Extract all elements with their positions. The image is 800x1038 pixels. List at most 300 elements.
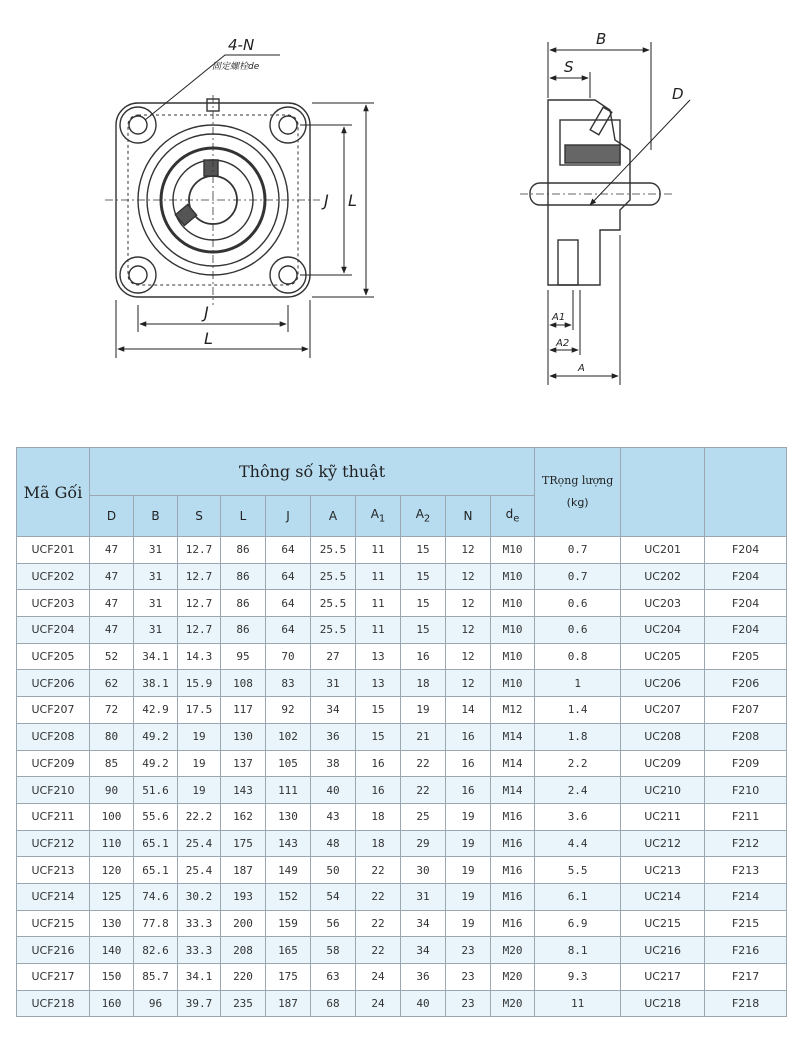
cell-b: 49.2 [134,723,178,750]
cell-b: 74.6 [134,883,178,910]
cell-insert: UC211 [621,803,705,830]
column-header-a: A [311,496,356,537]
front-view [105,95,320,305]
set-screw-top [204,160,218,176]
cell-l: 130 [221,723,266,750]
cell-weight: 4.4 [535,830,621,857]
drawing-svg [0,0,800,420]
table-row [17,857,787,884]
cell-d: 120 [90,857,134,884]
spec-table [16,447,787,1017]
cell-s: 25.4 [178,857,221,884]
cell-insert: UC215 [621,910,705,937]
cell-a1: 24 [356,990,401,1017]
cell-a2: 29 [401,830,446,857]
cell-model: UCF214 [17,883,90,910]
cell-l: 143 [221,777,266,804]
cell-housing: F212 [705,830,787,857]
cell-s: 33.3 [178,937,221,964]
dim-j-vertical: J [324,191,329,210]
cell-de: M16 [491,857,535,884]
cell-insert: UC216 [621,937,705,964]
cell-housing: F210 [705,777,787,804]
cell-b: 82.6 [134,937,178,964]
column-header-de: $d_e$ [491,496,535,537]
cell-insert: UC212 [621,830,705,857]
cell-a: 48 [311,830,356,857]
cell-de: M10 [491,643,535,670]
cell-a1: 13 [356,670,401,697]
cell-n: 19 [446,803,491,830]
cell-de: M10 [491,590,535,617]
cell-s: 22.2 [178,803,221,830]
cell-housing: F204 [705,537,787,564]
cell-housing: F204 [705,590,787,617]
cell-s: 34.1 [178,964,221,991]
cell-j: 64 [266,563,311,590]
cell-j: 64 [266,590,311,617]
cell-d: 130 [90,910,134,937]
bolt-hole-top-right [279,116,297,134]
cell-n: 23 [446,990,491,1017]
cell-weight: 1.8 [535,723,621,750]
table-row [17,777,787,804]
cell-a2: 34 [401,910,446,937]
cell-housing: F214 [705,883,787,910]
cell-a1: 22 [356,883,401,910]
cell-weight: 2.4 [535,777,621,804]
table-row [17,590,787,617]
table-row [17,803,787,830]
cell-weight: 9.3 [535,964,621,991]
bolt-boss-top-left [120,107,156,143]
cell-j: 175 [266,964,311,991]
cell-s: 12.7 [178,537,221,564]
cell-a1: 22 [356,910,401,937]
bolt-hole-top-left [129,116,147,134]
table-row [17,617,787,644]
cell-housing: F218 [705,990,787,1017]
cell-l: 193 [221,883,266,910]
cell-a: 25.5 [311,563,356,590]
cell-insert: UC207 [621,697,705,724]
cell-b: 38.1 [134,670,178,697]
spec-header: Thông số kỹ thuật [90,448,535,496]
cell-j: 105 [266,750,311,777]
cell-a1: 11 [356,537,401,564]
cell-d: 62 [90,670,134,697]
cell-housing: F215 [705,910,787,937]
cell-l: 220 [221,964,266,991]
cell-d: 47 [90,617,134,644]
cell-s: 33.3 [178,910,221,937]
cell-insert: UC214 [621,883,705,910]
technical-drawing [0,0,800,420]
cell-d: 100 [90,803,134,830]
cell-s: 30.2 [178,883,221,910]
cell-n: 23 [446,937,491,964]
cell-weight: 0.6 [535,590,621,617]
weight-header-label: TRọng lượng [542,474,614,487]
cell-weight: 8.1 [535,937,621,964]
cell-insert: UC201 [621,537,705,564]
cell-a1: 13 [356,643,401,670]
cell-a2: 40 [401,990,446,1017]
cell-d: 125 [90,883,134,910]
cell-model: UCF212 [17,830,90,857]
cell-b: 65.1 [134,830,178,857]
cell-de: M10 [491,670,535,697]
cell-b: 49.2 [134,750,178,777]
cell-n: 14 [446,697,491,724]
cell-weight: 2.2 [535,750,621,777]
column-header-b: B [134,496,178,537]
cell-b: 96 [134,990,178,1017]
cell-j: 143 [266,830,311,857]
cell-model: UCF201 [17,537,90,564]
cell-housing: F208 [705,723,787,750]
cell-model: UCF206 [17,670,90,697]
cell-a: 40 [311,777,356,804]
cell-d: 72 [90,697,134,724]
table-row [17,830,787,857]
cell-j: 130 [266,803,311,830]
cell-a2: 34 [401,937,446,964]
cell-a: 58 [311,937,356,964]
cell-insert: UC217 [621,964,705,991]
cell-housing: F205 [705,643,787,670]
cell-a2: 18 [401,670,446,697]
cell-n: 19 [446,857,491,884]
cell-l: 117 [221,697,266,724]
cell-j: 64 [266,537,311,564]
cell-s: 12.7 [178,617,221,644]
side-view [520,100,672,285]
cell-a: 56 [311,910,356,937]
cell-a1: 16 [356,750,401,777]
cell-d: 47 [90,537,134,564]
cell-de: M16 [491,910,535,937]
cell-a: 36 [311,723,356,750]
table-row [17,563,787,590]
cell-a2: 31 [401,883,446,910]
side-view-dimensions [548,42,690,385]
cell-l: 86 [221,537,266,564]
cell-weight: 0.7 [535,537,621,564]
cell-housing: F204 [705,617,787,644]
cell-a2: 15 [401,537,446,564]
cell-j: 70 [266,643,311,670]
cell-b: 65.1 [134,857,178,884]
cell-a2: 22 [401,750,446,777]
weight-header [535,448,621,537]
cell-insert: UC205 [621,643,705,670]
cell-weight: 1.4 [535,697,621,724]
cell-insert: UC208 [621,723,705,750]
table-row [17,883,787,910]
cell-j: 92 [266,697,311,724]
cell-de: M16 [491,803,535,830]
cell-a: 25.5 [311,590,356,617]
cell-n: 12 [446,563,491,590]
table-row [17,723,787,750]
cell-a2: 21 [401,723,446,750]
table-row [17,697,787,724]
cell-model: UCF215 [17,910,90,937]
cell-insert: UC218 [621,990,705,1017]
cell-model: UCF204 [17,617,90,644]
cell-a: 54 [311,883,356,910]
cell-j: 83 [266,670,311,697]
cell-model: UCF207 [17,697,90,724]
dim-a1: A1 [552,312,566,323]
cell-insert: UC202 [621,563,705,590]
cell-de: M10 [491,563,535,590]
cell-de: M10 [491,617,535,644]
cell-model: UCF217 [17,964,90,991]
model-header: Mã Gối [17,448,90,537]
cell-d: 52 [90,643,134,670]
cell-weight: 0.7 [535,563,621,590]
cell-weight: 1 [535,670,621,697]
cell-d: 80 [90,723,134,750]
cell-de: M10 [491,537,535,564]
cell-a: 68 [311,990,356,1017]
cell-de: M20 [491,990,535,1017]
cell-a: 31 [311,670,356,697]
dim-a: A [578,363,585,374]
bolt-boss-bottom-left [120,257,156,293]
cell-l: 235 [221,990,266,1017]
cell-de: M14 [491,723,535,750]
cell-a2: 15 [401,617,446,644]
dim-d: D [672,85,684,103]
cell-a2: 30 [401,857,446,884]
cell-insert: UC213 [621,857,705,884]
cell-l: 200 [221,910,266,937]
cell-s: 14.3 [178,643,221,670]
cell-a: 38 [311,750,356,777]
cell-s: 17.5 [178,697,221,724]
cell-n: 19 [446,883,491,910]
cell-s: 19 [178,750,221,777]
column-header-j: J [266,496,311,537]
cell-l: 137 [221,750,266,777]
cell-a1: 15 [356,697,401,724]
cell-b: 51.6 [134,777,178,804]
cell-housing: F206 [705,670,787,697]
cell-weight: 0.8 [535,643,621,670]
cell-a2: 25 [401,803,446,830]
side-grease-nipple [590,107,612,135]
cell-n: 19 [446,830,491,857]
dim-a2: A2 [556,338,570,349]
cell-s: 15.9 [178,670,221,697]
table-row [17,750,787,777]
insert-header [621,448,705,537]
table-row [17,670,787,697]
cell-a: 50 [311,857,356,884]
weight-unit: (kg) [566,496,589,509]
cell-de: M20 [491,937,535,964]
cell-a1: 11 [356,617,401,644]
cell-l: 86 [221,590,266,617]
cell-housing: F209 [705,750,787,777]
spec-table-wrapper [16,447,786,1017]
cell-weight: 6.9 [535,910,621,937]
cell-d: 140 [90,937,134,964]
cell-n: 12 [446,590,491,617]
cell-d: 47 [90,590,134,617]
cell-a: 43 [311,803,356,830]
cell-a1: 16 [356,777,401,804]
cell-a2: 19 [401,697,446,724]
cell-n: 12 [446,537,491,564]
cell-de: M16 [491,883,535,910]
flange-foot [558,240,578,285]
cell-model: UCF202 [17,563,90,590]
bolt-hole-bottom-left [129,266,147,284]
cell-b: 34.1 [134,643,178,670]
spec-table-body [17,537,787,1017]
cell-n: 12 [446,617,491,644]
bearing-balls [565,145,620,163]
cell-l: 187 [221,857,266,884]
cell-j: 64 [266,617,311,644]
cell-s: 39.7 [178,990,221,1017]
cell-weight: 11 [535,990,621,1017]
cell-b: 55.6 [134,803,178,830]
cell-de: M20 [491,964,535,991]
cell-housing: F211 [705,803,787,830]
cell-insert: UC203 [621,590,705,617]
table-row [17,643,787,670]
bolt-note-label: 固定螺栓de [212,62,260,72]
cell-model: UCF205 [17,643,90,670]
cell-s: 12.7 [178,563,221,590]
cell-b: 31 [134,563,178,590]
cell-a2: 22 [401,777,446,804]
cell-a2: 15 [401,590,446,617]
cell-model: UCF203 [17,590,90,617]
cell-insert: UC206 [621,670,705,697]
cell-model: UCF209 [17,750,90,777]
column-header-a1: $A_1$ [356,496,401,537]
cell-b: 42.9 [134,697,178,724]
cell-b: 31 [134,590,178,617]
cell-n: 16 [446,723,491,750]
cell-model: UCF208 [17,723,90,750]
table-row [17,910,787,937]
cell-d: 150 [90,964,134,991]
cell-s: 19 [178,723,221,750]
table-row [17,964,787,991]
table-row [17,990,787,1017]
cell-d: 85 [90,750,134,777]
cell-model: UCF218 [17,990,90,1017]
cell-l: 95 [221,643,266,670]
cell-insert: UC209 [621,750,705,777]
table-row [17,937,787,964]
cell-n: 12 [446,643,491,670]
cell-b: 31 [134,617,178,644]
dim-b: B [596,30,607,48]
cell-a1: 22 [356,937,401,964]
cell-s: 25.4 [178,830,221,857]
cell-a1: 22 [356,857,401,884]
cell-d: 160 [90,990,134,1017]
cell-de: M16 [491,830,535,857]
cell-b: 85.7 [134,964,178,991]
cell-a1: 11 [356,590,401,617]
cell-l: 108 [221,670,266,697]
cell-a1: 24 [356,964,401,991]
dim-l-horizontal: L [204,329,213,348]
front-view-dimensions [116,55,374,358]
cell-s: 12.7 [178,590,221,617]
column-header-n: N [446,496,491,537]
cell-model: UCF213 [17,857,90,884]
bolt-count-label: 4-N [228,36,255,54]
cell-weight: 6.1 [535,883,621,910]
cell-l: 208 [221,937,266,964]
cell-j: 149 [266,857,311,884]
cell-a1: 18 [356,803,401,830]
cell-n: 12 [446,670,491,697]
cell-d: 110 [90,830,134,857]
cell-l: 86 [221,563,266,590]
cell-d: 47 [90,563,134,590]
cell-n: 23 [446,964,491,991]
column-header-s: S [178,496,221,537]
dim-s: S [564,58,574,76]
cell-weight: 3.6 [535,803,621,830]
cell-model: UCF210 [17,777,90,804]
cell-j: 159 [266,910,311,937]
cell-weight: 0.6 [535,617,621,644]
cell-a: 63 [311,964,356,991]
cell-model: UCF211 [17,803,90,830]
table-row [17,537,787,564]
cell-l: 162 [221,803,266,830]
housing-header [705,448,787,537]
cell-housing: F217 [705,964,787,991]
cell-housing: F204 [705,563,787,590]
cell-model: UCF216 [17,937,90,964]
cell-j: 111 [266,777,311,804]
cell-s: 19 [178,777,221,804]
cell-a: 34 [311,697,356,724]
cell-a2: 15 [401,563,446,590]
cell-n: 16 [446,777,491,804]
cell-a: 25.5 [311,617,356,644]
cell-insert: UC210 [621,777,705,804]
set-screw-left [175,204,196,225]
cell-a1: 15 [356,723,401,750]
cell-housing: F216 [705,937,787,964]
cell-weight: 5.5 [535,857,621,884]
cell-d: 90 [90,777,134,804]
cell-b: 77.8 [134,910,178,937]
cell-l: 86 [221,617,266,644]
column-header-a2: $A_2$ [401,496,446,537]
cell-de: M12 [491,697,535,724]
dim-l-vertical: L [348,191,357,210]
cell-insert: UC204 [621,617,705,644]
cell-j: 187 [266,990,311,1017]
cell-b: 31 [134,537,178,564]
cell-a1: 11 [356,563,401,590]
